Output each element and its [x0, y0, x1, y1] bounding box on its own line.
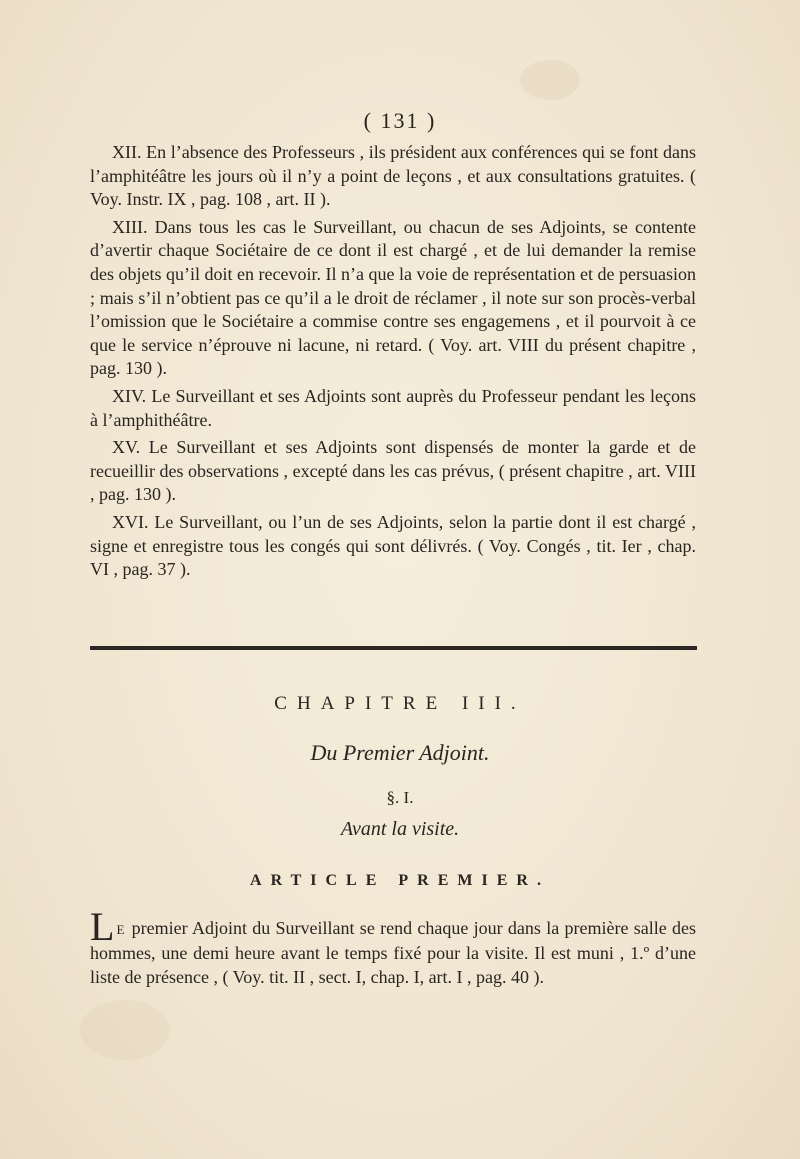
article-heading: ARTICLE PREMIER.	[250, 872, 550, 889]
paragraph-xii: XII. En l’absence des Professeurs , ils président aux conférences qui se font dans l’amphitéâtre les jours où il n’y a point de leçons , et aux consultations gratuites. ( Voy. Instr. IX , pag. 108 , art. II ).	[90, 142, 696, 210]
paragraph-xvi: XVI. Le Surveillant, ou l’un de ses Adjoints, selon la partie dont il est chargé , signe et enregistre tous les congés qui sont délivrés. ( Voy. Congés , tit. Ier , chap. VI , pag. 37 ).	[90, 511, 696, 580]
small-caps-letter: E	[116, 922, 127, 937]
final-paragraph	[90, 904, 696, 989]
chapter-divider-rule	[90, 646, 697, 650]
subsection-heading: Avant la visite.	[340, 818, 460, 840]
paragraph-xiii: XIII. Dans tous les cas le Surveillant, ou chacun de ses Adjoints, se contente d’avertir chaque Sociétaire de ce dont il est chargé , et de lui demander la remise des objets qu’il doit en recevoir. Il n’a que la voie de représentation et de persuasion ; mais s’il n’obtient pas ce qu’il a le droit de réclamer , il note sur son procès-verbal l’omission que le Sociétaire a commise contre ses engagemens , et il pourvoit à ce que le service n’éprouve ni lacune, ni retard. ( Voy. art. VIII du présent chapitre , pag. 130 ).	[90, 216, 696, 379]
drop-cap: L	[90, 904, 115, 949]
page-number: ( 131 )	[363, 108, 437, 133]
article-list	[90, 141, 696, 586]
paragraph-xv: XV. Le Surveillant et ses Adjoints sont dispensés de monter la garde et de recueillir des observations , excepté dans les cas prévus, ( présent chapitre , art. VIII , pag. 130 ).	[90, 437, 696, 505]
paper-stain	[80, 1000, 170, 1060]
paper-stain	[520, 60, 580, 100]
chapter-subtitle: Du Premier Adjoint.	[310, 740, 490, 765]
chapter-heading: CHAPITRE III.	[274, 693, 526, 714]
section-heading: §. I.	[386, 788, 414, 807]
paragraph-xiv: XIV. Le Surveillant et ses Adjoints sont auprès du Professeur pendant les leçons à l’amphithéâtre.	[90, 385, 696, 430]
final-paragraph-text: premier Adjoint du Surveillant se rend chaque jour dans la première salle des hommes, une demi heure avant le temps fixé pour la visite. Il est muni , 1.º d’une liste de présence , ( Voy. tit. II , sect. I, chap. I, art. I , pag. 40 ).	[90, 918, 696, 987]
